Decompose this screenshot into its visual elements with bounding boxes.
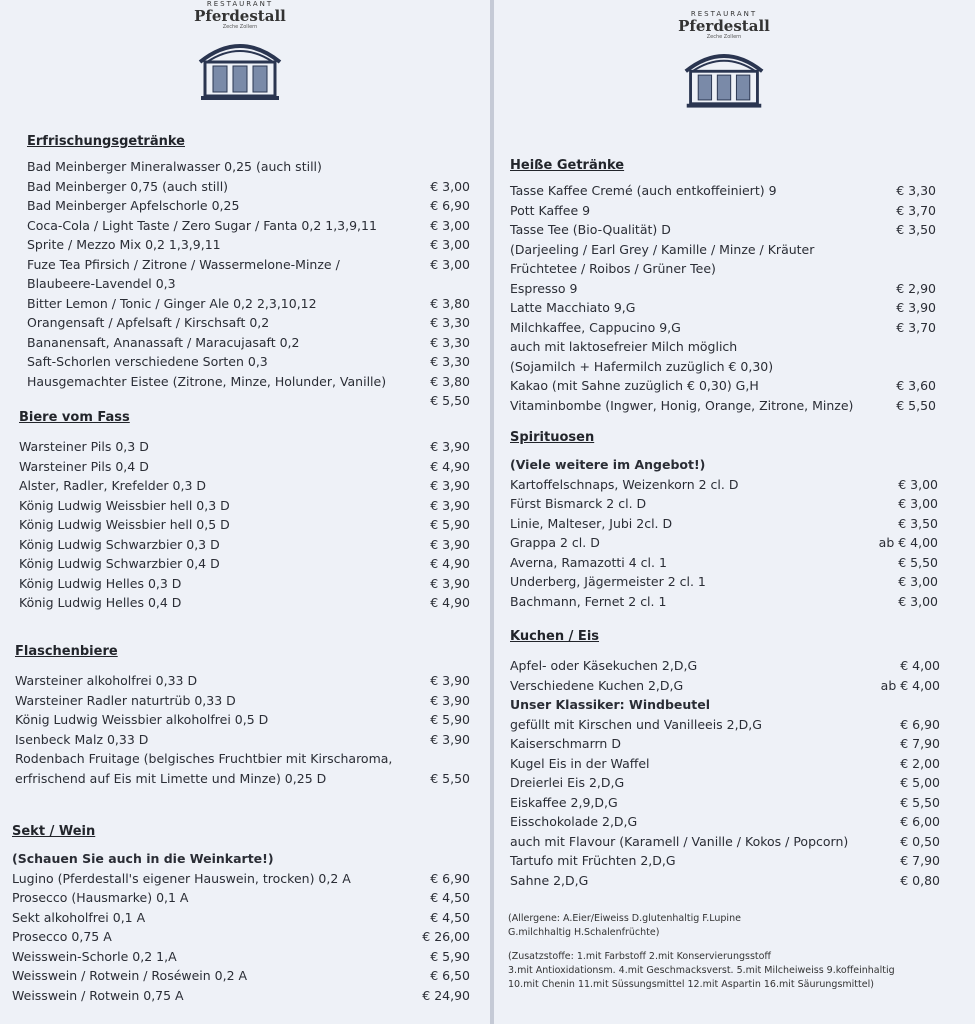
menu-item-price: € 3,30 xyxy=(430,354,470,369)
menu-item-price: € 6,90 xyxy=(430,198,470,213)
menu-item xyxy=(510,514,938,534)
menu-item-name: König Ludwig Helles 0,3 D xyxy=(19,575,182,591)
menu-item-name: Pott Kaffee 9 xyxy=(510,202,591,218)
menu-item-price: € 5,90 xyxy=(430,948,470,964)
menu-item-price: € 4,00 xyxy=(900,658,940,673)
menu-item-price: € 4,90 xyxy=(430,556,470,571)
zusatzstoffe-note: (Zusatzstoffe: 1.mit Farbstoff 2.mit Konservierungsstoff 3.mit Antioxidationsm. 4.mit Geschmacksverst. 5.mit Milcheiweiss 9.koffeinhaltig 10.mit Chenin 11.mit Süssungsmittel 12.mit Aspartin 16.mit Säurungsmittel) xyxy=(508,951,895,990)
menu-item-price: ab € 4,00 xyxy=(878,535,938,550)
menu-item xyxy=(510,279,936,299)
section-biere-vom-fass xyxy=(19,410,470,613)
menu-item-price: € 5,00 xyxy=(900,775,940,790)
menu-item xyxy=(510,240,936,260)
menu-item xyxy=(510,676,940,696)
menu-item-name: Bad Meinberger Apfelschorle 0,25 xyxy=(27,198,240,213)
menu-item xyxy=(27,196,470,216)
menu-item-name: Averna, Ramazotti 4 cl. 1 xyxy=(510,554,667,570)
menu-item-price: € 3,90 xyxy=(430,731,470,747)
menu-item-name: Grappa 2 cl. D xyxy=(510,535,600,550)
menu-item xyxy=(510,396,936,416)
menu-item-name: Kartoffelschnaps, Weizenkorn 2 cl. D xyxy=(510,476,739,492)
logo-restaurant-text: RESTAURANT xyxy=(690,10,758,18)
menu-item xyxy=(15,730,470,750)
menu-item-price: € 3,80 xyxy=(430,295,470,311)
menu-item-name: Früchtetee / Roibos / Grüner Tee) xyxy=(510,261,716,276)
section-title: Biere vom Fass xyxy=(19,410,130,425)
menu-item-price: € 3,30 xyxy=(896,183,936,198)
menu-item-price: € 6,00 xyxy=(900,814,940,829)
building-icon xyxy=(195,34,285,102)
restaurant-logo xyxy=(180,0,300,102)
section-spirituosen xyxy=(510,430,938,611)
menu-item xyxy=(12,908,470,928)
menu-item-name: Eisschokolade 2,D,G xyxy=(510,814,638,829)
menu-item xyxy=(27,294,470,314)
menu-item-name: Blaubeere-Lavendel 0,3 xyxy=(27,276,176,291)
logo-subtitle: Zeche Zollern xyxy=(706,34,742,40)
menu-item xyxy=(510,533,938,553)
section-heisse-getraenke xyxy=(510,158,936,415)
menu-item-price: € 7,90 xyxy=(900,853,940,868)
menu-item-price: € 5,50 xyxy=(898,554,938,570)
menu-item xyxy=(510,871,940,891)
menu-item-name: Dreierlei Eis 2,D,G xyxy=(510,775,625,790)
menu-item xyxy=(19,574,470,594)
menu-item xyxy=(27,255,470,275)
menu-item-name: Tasse Tee (Bio-Qualität) D xyxy=(510,222,671,237)
menu-item-name: Apfel- oder Käsekuchen 2,D,G xyxy=(510,658,698,673)
menu-item-name: Tasse Kaffee Cremé (auch entkoffeiniert) 9 xyxy=(510,183,777,198)
menu-item-name: Weisswein-Schorle 0,2 1,A xyxy=(12,948,177,964)
menu-item-name: Warsteiner alkoholfrei 0,33 D xyxy=(15,673,198,688)
menu-item-price: € 6,90 xyxy=(430,870,470,886)
menu-item xyxy=(27,313,470,333)
menu-item xyxy=(510,376,936,396)
menu-item-price: € 3,30 xyxy=(430,334,470,350)
menu-item-price: € 5,50 xyxy=(900,794,940,810)
menu-item-name: Bitter Lemon / Tonic / Ginger Ale 0,2 2,3,10,12 xyxy=(27,295,317,311)
menu-item-price: € 3,00 xyxy=(430,237,470,252)
section-subtitle: (Viele weitere im Angebot!) xyxy=(510,457,706,472)
menu-item xyxy=(27,333,470,353)
menu-item-name: König Ludwig Schwarzbier 0,3 D xyxy=(19,536,220,552)
menu-item-name: Underberg, Jägermeister 2 cl. 1 xyxy=(510,574,706,589)
menu-item xyxy=(27,372,470,392)
menu-item-name: Unser Klassiker: Windbeutel xyxy=(510,697,711,712)
menu-item-price: € 4,50 xyxy=(430,909,470,925)
menu-item-price: € 3,50 xyxy=(896,222,936,237)
menu-item xyxy=(510,715,940,735)
menu-item-name: (Darjeeling / Earl Grey / Kamille / Minze / Kräuter xyxy=(510,241,815,257)
building-icon xyxy=(681,44,767,110)
menu-item xyxy=(12,927,470,947)
logo-subtitle: Zeche Zollern xyxy=(222,24,258,30)
menu-item-name: Espresso 9 xyxy=(510,280,578,296)
menu-item xyxy=(19,554,470,574)
menu-item-name: auch mit Flavour (Karamell / Vanille / Kokos / Popcorn) xyxy=(510,833,849,849)
menu-item-name: gefüllt mit Kirschen und Vanilleeis 2,D,G xyxy=(510,716,762,732)
menu-item xyxy=(510,298,936,318)
logo-restaurant-text: RESTAURANT xyxy=(206,0,274,8)
menu-item xyxy=(510,656,940,676)
menu-item-name: Kaiserschmarrn D xyxy=(510,736,621,751)
menu-item-price: € 3,00 xyxy=(430,178,470,194)
section-title: Heiße Getränke xyxy=(510,158,625,173)
menu-item xyxy=(15,749,470,769)
menu-item-price: € 5,50 xyxy=(430,770,470,786)
menu-item xyxy=(19,515,470,535)
menu-item-name: Eiskaffee 2,9,D,G xyxy=(510,794,618,810)
menu-item xyxy=(510,592,938,612)
menu-item-name: Coca-Cola / Light Taste / Zero Sugar / Fanta 0,2 1,3,9,11 xyxy=(27,217,377,233)
menu-item-name: Bad Meinberger 0,75 (auch still) xyxy=(27,178,229,194)
menu-item xyxy=(510,695,940,715)
menu-item xyxy=(510,773,940,793)
menu-item-price: € 3,90 xyxy=(430,478,470,493)
menu-item-price: € 3,00 xyxy=(898,593,938,609)
menu-item xyxy=(15,691,470,711)
menu-item-price: € 3,00 xyxy=(898,574,938,589)
menu-item xyxy=(27,235,470,255)
menu-item-price: € 3,90 xyxy=(430,575,470,591)
menu-item xyxy=(510,475,938,495)
menu-item-name: Sekt alkoholfrei 0,1 A xyxy=(12,909,146,925)
menu-item-price: € 4,50 xyxy=(430,890,470,905)
menu-item xyxy=(27,391,470,411)
menu-item-name: Prosecco 0,75 A xyxy=(12,929,112,944)
menu-item-price: € 0,80 xyxy=(900,872,940,888)
menu-item xyxy=(510,812,940,832)
menu-item xyxy=(510,553,938,573)
menu-item xyxy=(27,157,470,177)
logo-name: Pferdestall xyxy=(194,7,286,25)
section-kuchen-eis xyxy=(510,629,940,890)
menu-item-name: auch mit laktosefreier Milch möglich xyxy=(510,339,738,354)
menu-item xyxy=(27,274,470,294)
menu-item xyxy=(510,851,940,871)
menu-item xyxy=(12,966,470,986)
menu-item xyxy=(12,888,470,908)
menu-item-price: € 4,90 xyxy=(430,595,470,610)
menu-item-name: Kakao (mit Sahne zuzüglich € 0,30) G,H xyxy=(510,378,759,393)
menu-item-name: Warsteiner Radler naturtrüb 0,33 D xyxy=(15,692,236,708)
menu-item-name: Bachmann, Fernet 2 cl. 1 xyxy=(510,593,667,609)
section-title: Flaschenbiere xyxy=(15,644,118,659)
section-subtitle: (Schauen Sie auch in die Weinkarte!) xyxy=(12,851,274,866)
menu-item-name: Bad Meinberger Mineralwasser 0,25 (auch still) xyxy=(27,159,322,174)
allergene-note: (Allergene: A.Eier/Eiweiss D.glutenhaltig F.Lupine G.milchhaltig H.Schalenfrüchte) xyxy=(508,913,741,938)
menu-item-price: € 3,30 xyxy=(430,315,470,330)
menu-item xyxy=(12,986,470,1006)
menu-item-price: € 5,50 xyxy=(430,393,470,408)
menu-item-name: Vitaminbombe (Ingwer, Honig, Orange, Zitrone, Minze) xyxy=(510,397,854,413)
menu-item xyxy=(15,710,470,730)
menu-item-name: Latte Macchiato 9,G xyxy=(510,300,636,315)
menu-item-price: € 3,00 xyxy=(430,256,470,272)
menu-item xyxy=(27,352,470,372)
menu-item-price: € 24,90 xyxy=(422,987,470,1003)
menu-item-name: Linie, Malteser, Jubi 2cl. D xyxy=(510,515,673,531)
menu-item-name: Tartufo mit Früchten 2,D,G xyxy=(510,853,676,868)
menu-item xyxy=(510,318,936,338)
menu-item-name: Verschiedene Kuchen 2,D,G xyxy=(510,677,684,693)
menu-item-price: € 7,90 xyxy=(900,736,940,751)
menu-item-name: (Sojamilch + Hafermilch zuzüglich € 0,30) xyxy=(510,358,774,374)
section-erfrischung xyxy=(27,134,470,411)
menu-item-price: € 3,70 xyxy=(896,319,936,335)
menu-item-name: Weisswein / Rotwein 0,75 A xyxy=(12,987,184,1003)
section-sekt-wein xyxy=(12,824,470,1005)
section-title: Erfrischungsgetränke xyxy=(27,134,185,149)
menu-item-name: Warsteiner Pils 0,4 D xyxy=(19,458,149,474)
section-title: Sekt / Wein xyxy=(12,824,96,839)
menu-item-price: € 26,00 xyxy=(422,929,470,944)
menu-item xyxy=(510,494,938,514)
menu-item xyxy=(19,496,470,516)
menu-item-name: Prosecco (Hausmarke) 0,1 A xyxy=(12,890,189,905)
menu-item-price: € 3,00 xyxy=(898,496,938,511)
menu-item-name: König Ludwig Helles 0,4 D xyxy=(19,595,182,610)
restaurant-logo xyxy=(664,10,784,110)
menu-item xyxy=(27,216,470,236)
menu-item xyxy=(510,201,936,221)
menu-item xyxy=(19,437,470,457)
section-flaschenbiere xyxy=(15,644,470,788)
menu-item xyxy=(12,869,470,889)
menu-item-price: € 2,00 xyxy=(900,755,940,771)
menu-item-name: Lugino (Pferdestall's eigener Hauswein, trocken) 0,2 A xyxy=(12,870,351,886)
menu-item-name: Warsteiner Pils 0,3 D xyxy=(19,439,149,454)
menu-item-price: € 6,90 xyxy=(900,716,940,732)
menu-item-price: € 6,50 xyxy=(430,968,470,983)
menu-item-price: € 3,00 xyxy=(898,476,938,492)
menu-page-right xyxy=(494,0,975,1024)
menu-item xyxy=(510,754,940,774)
menu-item-price: € 5,90 xyxy=(430,712,470,727)
menu-item xyxy=(19,593,470,613)
menu-item-price: € 3,90 xyxy=(896,300,936,315)
menu-item-name: König Ludwig Schwarzbier 0,4 D xyxy=(19,556,220,571)
menu-item-name: Sprite / Mezzo Mix 0,2 1,3,9,11 xyxy=(27,237,221,252)
menu-item xyxy=(510,220,936,240)
menu-item-name: Bananensaft, Ananassaft / Maracujasaft 0,2 xyxy=(27,334,300,350)
menu-item-name: erfrischend auf Eis mit Limette und Minze) 0,25 D xyxy=(15,770,327,786)
menu-item-name: Saft-Schorlen verschiedene Sorten 0,3 xyxy=(27,354,268,369)
menu-item-price: € 3,90 xyxy=(430,692,470,708)
menu-item-name: Milchkaffee, Cappucino 9,G xyxy=(510,319,681,335)
menu-item-price: € 3,90 xyxy=(430,673,470,688)
menu-item xyxy=(510,793,940,813)
menu-item-name: Orangensaft / Apfelsaft / Kirschsaft 0,2 xyxy=(27,315,270,330)
menu-item-price: € 4,90 xyxy=(430,458,470,474)
menu-item-name: Alster, Radler, Krefelder 0,3 D xyxy=(19,478,206,493)
section-title: Kuchen / Eis xyxy=(510,629,600,644)
menu-item xyxy=(19,476,470,496)
menu-item-name: Fürst Bismarck 2 cl. D xyxy=(510,496,647,511)
menu-item-name: Fuze Tea Pfirsich / Zitrone / Wassermelone-Minze / xyxy=(27,256,340,272)
menu-item xyxy=(19,535,470,555)
menu-item-name: König Ludwig Weissbier hell 0,3 D xyxy=(19,497,230,513)
menu-item-name: König Ludwig Weissbier hell 0,5 D xyxy=(19,517,230,532)
menu-item xyxy=(510,259,936,279)
menu-item xyxy=(510,734,940,754)
menu-item-price: € 3,90 xyxy=(430,536,470,552)
menu-item-price: € 3,50 xyxy=(898,515,938,531)
section-title: Spirituosen xyxy=(510,430,595,445)
menu-item xyxy=(15,671,470,691)
menu-item-price: € 5,50 xyxy=(896,397,936,413)
menu-item-price: € 0,50 xyxy=(900,833,940,849)
menu-item xyxy=(15,769,470,789)
logo-name: Pferdestall xyxy=(678,17,770,35)
menu-item-price: € 5,90 xyxy=(430,517,470,532)
menu-item-name: Rodenbach Fruitage (belgisches Fruchtbier mit Kirscharoma, xyxy=(15,751,393,766)
menu-item xyxy=(510,181,936,201)
menu-item-name: Sahne 2,D,G xyxy=(510,872,589,888)
menu-item-price: € 3,90 xyxy=(430,497,470,513)
menu-item-name: Kugel Eis in der Waffel xyxy=(510,755,650,771)
menu-item xyxy=(510,357,936,377)
menu-item xyxy=(27,177,470,197)
menu-item-name: Isenbeck Malz 0,33 D xyxy=(15,731,149,747)
menu-item xyxy=(510,337,936,357)
menu-item-price: € 3,80 xyxy=(430,373,470,389)
menu-item xyxy=(510,572,938,592)
menu-item xyxy=(510,832,940,852)
menu-item-price: € 3,00 xyxy=(430,217,470,233)
menu-item-price: € 3,70 xyxy=(896,202,936,218)
menu-item-name: Hausgemachter Eistee (Zitrone, Minze, Holunder, Vanille) xyxy=(27,373,387,389)
menu-item-price: ab € 4,00 xyxy=(880,677,940,693)
menu-item-price: € 3,90 xyxy=(430,439,470,454)
menu-item-name: Weisswein / Rotwein / Roséwein 0,2 A xyxy=(12,968,248,983)
menu-item-price: € 2,90 xyxy=(896,280,936,296)
menu-item xyxy=(19,457,470,477)
menu-item-name: König Ludwig Weissbier alkoholfrei 0,5 D xyxy=(15,712,269,727)
menu-item xyxy=(12,947,470,967)
menu-item-price: € 3,60 xyxy=(896,378,936,393)
